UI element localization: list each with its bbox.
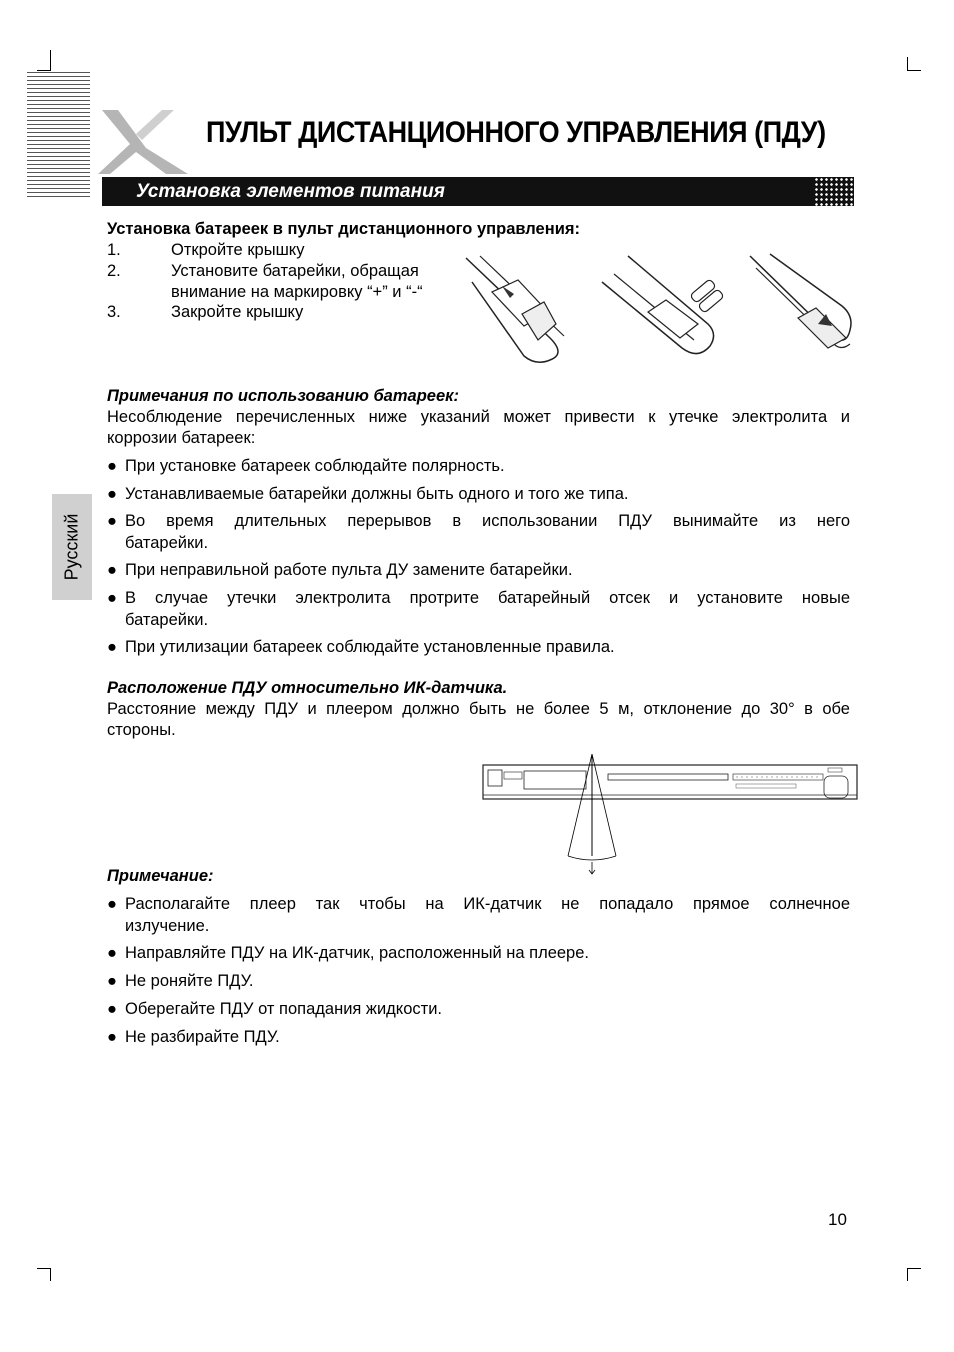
page-title: ПУЛЬТ ДИСТАНЦИОННОГО УПРАВЛЕНИЯ (ПДУ) — [206, 116, 826, 149]
header-stripes — [27, 72, 90, 200]
step-text: Откройте крышку — [171, 241, 305, 259]
step-text: Закройте крышку — [171, 303, 304, 321]
battery-notes-intro: Несоблюдение перечисленных ниже указаний может привести к утечке электролита и — [107, 408, 850, 426]
bullet-icon: ● — [107, 944, 117, 962]
position-heading: Расположение ПДУ относительно ИК-датчика. — [107, 679, 508, 697]
halftone-dots — [814, 177, 854, 206]
language-tab-label: Русский — [61, 513, 82, 581]
note-heading: Примечание: — [107, 867, 214, 885]
remote-close-cover-illustration — [746, 252, 858, 366]
install-heading: Установка батареек в пульт дистанционного управления: — [107, 220, 580, 238]
crop-mark-bottom-left-v — [50, 1268, 51, 1281]
dvd-player-ir-diagram — [478, 752, 860, 880]
bullet-icon: ● — [107, 589, 117, 607]
battery-notes-intro-cont: коррозии батареек: — [107, 429, 256, 447]
step-text: Установите батарейки, обращая — [171, 262, 419, 280]
remote-insert-batteries-illustration — [598, 252, 726, 366]
crop-mark-bottom-right-v — [907, 1268, 908, 1281]
crop-mark-top-right — [907, 57, 908, 70]
position-text-cont: стороны. — [107, 721, 176, 739]
step-text-cont: внимание на маркировку “+” и “-“ — [171, 283, 423, 301]
crop-mark-bottom-right — [907, 1268, 921, 1269]
step-number: 1. — [107, 241, 121, 259]
crop-mark-top-right-h — [907, 70, 921, 71]
brand-x-logo — [96, 108, 196, 178]
bullet-icon: ● — [107, 457, 117, 475]
bullet-icon: ● — [107, 512, 117, 530]
bullet-icon: ● — [107, 485, 117, 503]
step-number: 3. — [107, 303, 121, 321]
bullet-icon: ● — [107, 972, 117, 990]
remote-open-cover-illustration — [462, 252, 590, 366]
page-number: 10 — [828, 1210, 847, 1229]
crop-mark-bottom-left — [37, 1268, 51, 1269]
section-title: Установка элементов питания — [136, 181, 445, 202]
bullet-icon: ● — [107, 561, 117, 579]
crop-mark-top-left — [50, 50, 51, 70]
step-number: 2. — [107, 262, 121, 280]
bullet-icon: ● — [107, 638, 117, 656]
language-tab — [52, 494, 92, 600]
battery-notes-heading: Примечания по использованию батареек: — [107, 387, 459, 405]
bullet-icon: ● — [107, 1028, 117, 1046]
crop-mark-top-left-h — [37, 70, 51, 71]
bullet-icon: ● — [107, 1000, 117, 1018]
position-text: Расстояние между ПДУ и плеером должно быть не более 5 м, отклонение до 30° в обе — [107, 700, 850, 718]
bullet-icon: ● — [107, 895, 117, 913]
